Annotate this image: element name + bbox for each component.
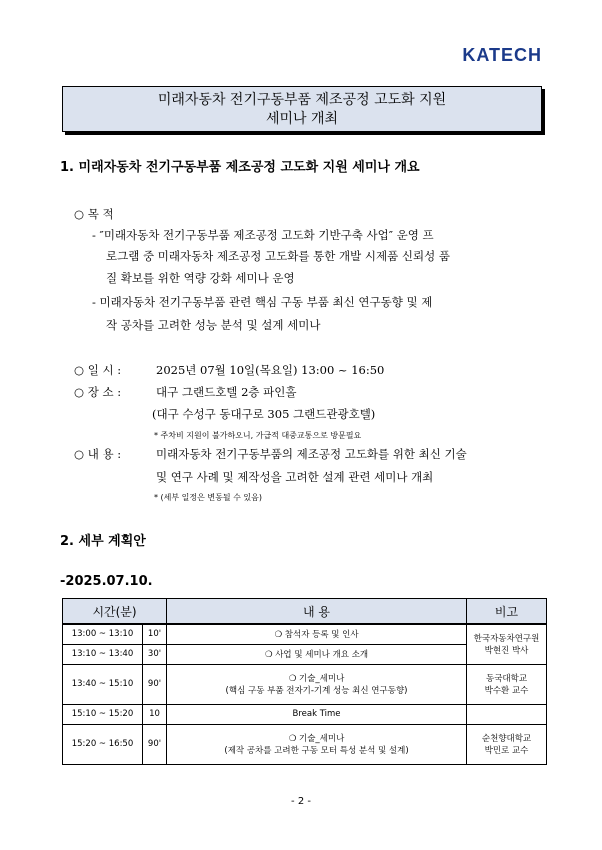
purpose-line-2: 로그램 중 미래자동차 제조공정 고도화를 통한 개발 시제품 신뢰성 품 bbox=[106, 249, 450, 263]
row-note bbox=[467, 664, 547, 704]
row-minutes: 90' bbox=[143, 664, 167, 704]
row-content-line-1: ❍ 기술_세미나 bbox=[288, 674, 345, 684]
page-number: - 2 - bbox=[291, 796, 311, 807]
title-line-2: 세미나 개최 bbox=[265, 111, 339, 127]
row-content-line-1: ❍ 기술_세미나 bbox=[288, 734, 345, 744]
row-minutes: 10 bbox=[143, 704, 167, 724]
row-minutes: 90' bbox=[143, 724, 167, 764]
row-time: 13:10 ~ 13:40 bbox=[63, 644, 143, 664]
table-header-row bbox=[63, 599, 547, 625]
purpose-line-5: 작 공차를 고려한 성능 분석 및 설계 세미나 bbox=[106, 318, 321, 332]
note-line-2: 박현진 박사 bbox=[484, 646, 529, 657]
purpose-line-1: - ″미래자동차 전기구동부품 제조공정 고도화 기반구축 사업″ 운영 프 bbox=[92, 228, 434, 242]
content-line-1: 미래자동차 전기구동부품의 제조공정 고도화를 위한 최신 기술 bbox=[156, 447, 467, 461]
row-content bbox=[167, 664, 467, 704]
title-line-1: 미래자동차 전기구동부품 제조공정 고도화 지원 bbox=[157, 92, 447, 108]
row-minutes: 10' bbox=[143, 624, 167, 644]
note-line-2: 박민로 교수 bbox=[484, 746, 529, 756]
parking-note: * 주차비 지원이 불가하오니, 가급적 대중교통으로 방문필요 bbox=[154, 431, 362, 440]
schedule-table bbox=[62, 598, 547, 765]
content-label: ○ 내 용 : bbox=[74, 447, 122, 461]
schedule-date: -2025.07.10. bbox=[60, 574, 153, 589]
section-2-heading: 2. 세부 계획안 bbox=[60, 534, 146, 549]
datetime-value: 2025년 07월 10일(목요일) 13:00 ~ 16:50 bbox=[156, 363, 385, 377]
row-minutes: 30' bbox=[143, 644, 167, 664]
row-note bbox=[467, 724, 547, 764]
row-note bbox=[467, 624, 547, 664]
row-content: ❍ 참석자 등록 및 인사 bbox=[167, 624, 467, 644]
schedule-change-note: * (세부 일정은 변동될 수 있음) bbox=[154, 493, 262, 502]
datetime-label: ○ 일 시 : bbox=[74, 363, 122, 377]
header-time: 시간(분) bbox=[63, 599, 167, 625]
purpose-label: ○ 목 적 bbox=[74, 207, 114, 221]
row-content: ❍ 사업 및 세미나 개요 소개 bbox=[167, 644, 467, 664]
row-content bbox=[167, 724, 467, 764]
place-value: 대구 그랜드호텔 2층 파인홀 bbox=[156, 385, 297, 399]
section-1-heading: 1. 미래자동차 전기구동부품 제조공정 고도화 지원 세미나 개요 bbox=[60, 160, 420, 175]
row-content-line-2: (핵심 구동 부품 전자기-기계 성능 최신 연구동향) bbox=[225, 686, 408, 696]
content-line-2: 및 연구 사례 및 제작성을 고려한 설계 관련 세미나 개최 bbox=[156, 470, 434, 484]
place-label: ○ 장 소 : bbox=[74, 385, 122, 399]
row-note-empty bbox=[467, 704, 547, 724]
purpose-line-4: - 미래자동차 전기구동부품 관련 핵심 구동 부품 최신 연구동향 및 제 bbox=[92, 295, 433, 309]
header-content: 내 용 bbox=[167, 599, 467, 625]
row-content: Break Time bbox=[167, 704, 467, 724]
note-line-1: 동국대학교 bbox=[485, 674, 528, 684]
table-row bbox=[63, 664, 547, 704]
row-time: 15:10 ~ 15:20 bbox=[63, 704, 143, 724]
purpose-line-3: 질 확보를 위한 역량 강화 세미나 운영 bbox=[106, 271, 295, 285]
row-content-line-2: (제작 공차를 고려한 구동 모터 특성 분석 및 설계) bbox=[224, 746, 409, 756]
row-time: 15:20 ~ 16:50 bbox=[63, 724, 143, 764]
table-row bbox=[63, 624, 547, 644]
row-time: 13:40 ~ 15:10 bbox=[63, 664, 143, 704]
document-title-box bbox=[62, 86, 542, 132]
note-line-1: 한국자동차연구원 bbox=[473, 634, 540, 645]
note-line-1: 순천향대학교 bbox=[481, 734, 532, 744]
header-note: 비고 bbox=[467, 599, 547, 625]
table-row bbox=[63, 704, 547, 724]
note-line-2: 박수환 교수 bbox=[484, 686, 529, 696]
table-row bbox=[63, 724, 547, 764]
katech-logo: KATECH bbox=[462, 45, 542, 65]
row-time: 13:00 ~ 13:10 bbox=[63, 624, 143, 644]
place-detail: (대구 수성구 동대구로 305 그랜드관광호텔) bbox=[152, 407, 376, 421]
